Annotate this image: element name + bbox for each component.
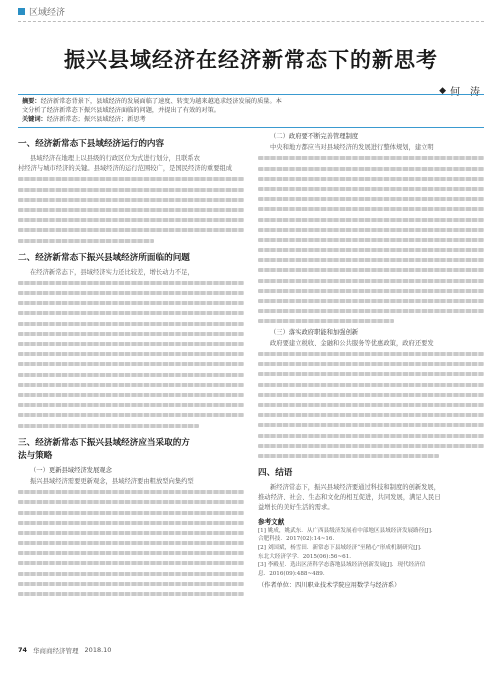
paragraph-6-start: 新经济常态下，振兴县域经济要通过科技和制度的创新发展，	[270, 484, 441, 492]
section-marker-icon	[18, 8, 25, 15]
text-line	[18, 421, 244, 431]
text-line	[258, 245, 484, 255]
abstract-label: 摘要：	[22, 98, 41, 105]
text-line	[258, 184, 484, 194]
text-line	[18, 298, 244, 308]
text-line	[18, 558, 244, 568]
page-footer	[18, 646, 111, 655]
text-line	[18, 329, 244, 339]
journal-name: 华商商经济管理	[33, 647, 79, 655]
reference-line: 合肥科技．2017(02):14~16.	[258, 536, 335, 543]
heading-section-4: 四、结语	[258, 468, 293, 479]
reference-line: [3] 李殿星．选出区济科学态落地县域经济创新发展[J]．现代经济信	[258, 562, 426, 569]
text-line	[258, 431, 484, 441]
text-line	[18, 569, 244, 579]
heading-section-3-line-1: 三、经济新常态下振兴县域经济应当采取的方	[18, 437, 190, 448]
paragraph-5-start: 政府要建立税收、金融和公共服务等优惠政策，政府还要发	[270, 339, 434, 347]
text-line	[258, 286, 484, 296]
text-line	[258, 265, 484, 275]
page-header	[0, 0, 502, 22]
paragraph-1-line-2: 村经济与城市经济的关键。县域经济的运行范围较广，是国民经济的重要组成	[18, 165, 233, 173]
text-line	[258, 153, 484, 163]
text-line	[18, 288, 244, 298]
author-name: 何 涛	[450, 87, 480, 98]
text-line	[18, 339, 244, 349]
right-column	[258, 132, 484, 592]
text-line	[258, 255, 484, 265]
text-line	[258, 316, 484, 326]
abstract-box	[18, 94, 484, 128]
left-column	[18, 132, 244, 599]
paragraph-6-line-3: 益增长的美好生活的需求。	[258, 504, 334, 512]
reference-line: [1] 姚成，姚武东．从广西县级济发展看中部地区县域经济发展路径[J]．	[258, 527, 437, 534]
text-line	[258, 235, 484, 245]
text-line	[18, 548, 244, 558]
text-line	[18, 195, 244, 205]
text-line	[18, 589, 244, 599]
text-line	[258, 380, 484, 390]
text-line	[258, 420, 484, 430]
reference-line: 息．2016(09):488~489.	[258, 570, 325, 577]
keywords-line	[22, 115, 480, 124]
text-line	[258, 215, 484, 225]
text-line	[18, 508, 244, 518]
article-title: 振兴县域经济在经济新常态下的新思考	[64, 47, 438, 72]
text-line	[18, 319, 244, 329]
reference-line: 东北大经济学学．2015(06):56~61.	[258, 553, 352, 560]
heading-section-1: 一、经济新常态下县域经济运行的内容	[18, 139, 165, 149]
header-divider	[18, 21, 484, 22]
text-line	[258, 359, 484, 369]
text-line	[18, 205, 244, 215]
text-line	[18, 278, 244, 288]
subheading-3-2: （二）政府要不断完善管理制度	[270, 133, 359, 140]
text-line	[18, 400, 244, 410]
subheading-3-3: （三）落实政府职能和加强创新	[270, 328, 359, 336]
text-line	[258, 441, 484, 451]
text-line	[18, 579, 244, 589]
text-line	[18, 528, 244, 538]
section-tag-box	[18, 4, 65, 18]
text-line	[258, 410, 484, 420]
paragraph-6-line-2: 推动经济、社会、生态和文化的相互促进，共同发展，满足人民日	[258, 494, 441, 502]
text-line	[18, 185, 244, 195]
section-tag: 区域经济	[29, 7, 66, 18]
text-line	[258, 296, 484, 306]
paragraph-4-start: 中央和地方都应当对县域经济的发展进行整体规划，建立明	[270, 144, 434, 152]
keywords-text: 经济新常态；振兴县域经济；新思考	[46, 116, 146, 123]
text-line	[258, 194, 484, 204]
author-affiliation: （作者单位：四川职业技术学院应用数学与经济系）	[258, 582, 401, 590]
text-line	[258, 204, 484, 214]
text-line	[18, 370, 244, 380]
paragraph-2-start: 在经济新常态下，县域经济实力还比较差，增长动力不足，	[30, 268, 194, 276]
paragraph-1-start: 县域经济在地理上以县级的行政区位为式进行划分，且联系农	[30, 155, 201, 162]
paragraph-3-start: 振兴县域经济需要更新观念，县域经济要由粗放型向集约型	[30, 477, 194, 485]
text-line	[258, 174, 484, 184]
text-line	[258, 369, 484, 379]
text-line	[258, 390, 484, 400]
keywords-label: 关键词：	[22, 116, 47, 123]
text-line	[18, 225, 244, 235]
text-line	[258, 349, 484, 359]
reference-line: [2] 刘国斌，杨雪田．新常态下县域经济“至精心”形成机制研究[J]．	[258, 545, 426, 552]
text-line	[18, 359, 244, 369]
page-number: 74	[18, 646, 28, 654]
abstract-text-2: 文分析了经济新常态下振兴县域经济面临的问题，并提出了有效的对策。	[22, 107, 220, 114]
text-line	[18, 538, 244, 548]
text-line	[258, 451, 484, 461]
text-line	[258, 164, 484, 174]
text-line	[18, 518, 244, 528]
text-line	[258, 400, 484, 410]
diamond-icon: ◆	[439, 85, 446, 96]
abstract-line-2	[22, 106, 480, 115]
abstract-line-1	[22, 97, 480, 106]
text-line	[18, 308, 244, 318]
text-line	[18, 410, 244, 420]
heading-section-3-line-2: 法与策略	[18, 450, 53, 461]
references-title: 参考文献	[258, 517, 285, 526]
text-line	[18, 380, 244, 390]
subheading-3-1: （一）更新县域经济发展观念	[30, 466, 112, 474]
journal-issue: 2018.10	[84, 646, 112, 654]
heading-section-3	[18, 437, 244, 463]
text-line	[18, 174, 244, 184]
abstract-text-1: 经济新常态背景下，县域经济的发展面临了速度、转变为越来越追求经济发展的质量。本	[40, 98, 282, 105]
text-line	[18, 236, 244, 246]
text-line	[18, 215, 244, 225]
text-line	[258, 225, 484, 235]
text-line	[18, 349, 244, 359]
text-line	[18, 390, 244, 400]
text-line	[258, 306, 484, 316]
text-line	[18, 487, 244, 497]
heading-section-2: 二、经济新常态下振兴县域经济所面临的问题	[18, 252, 190, 263]
text-line	[18, 497, 244, 507]
text-line	[258, 276, 484, 286]
